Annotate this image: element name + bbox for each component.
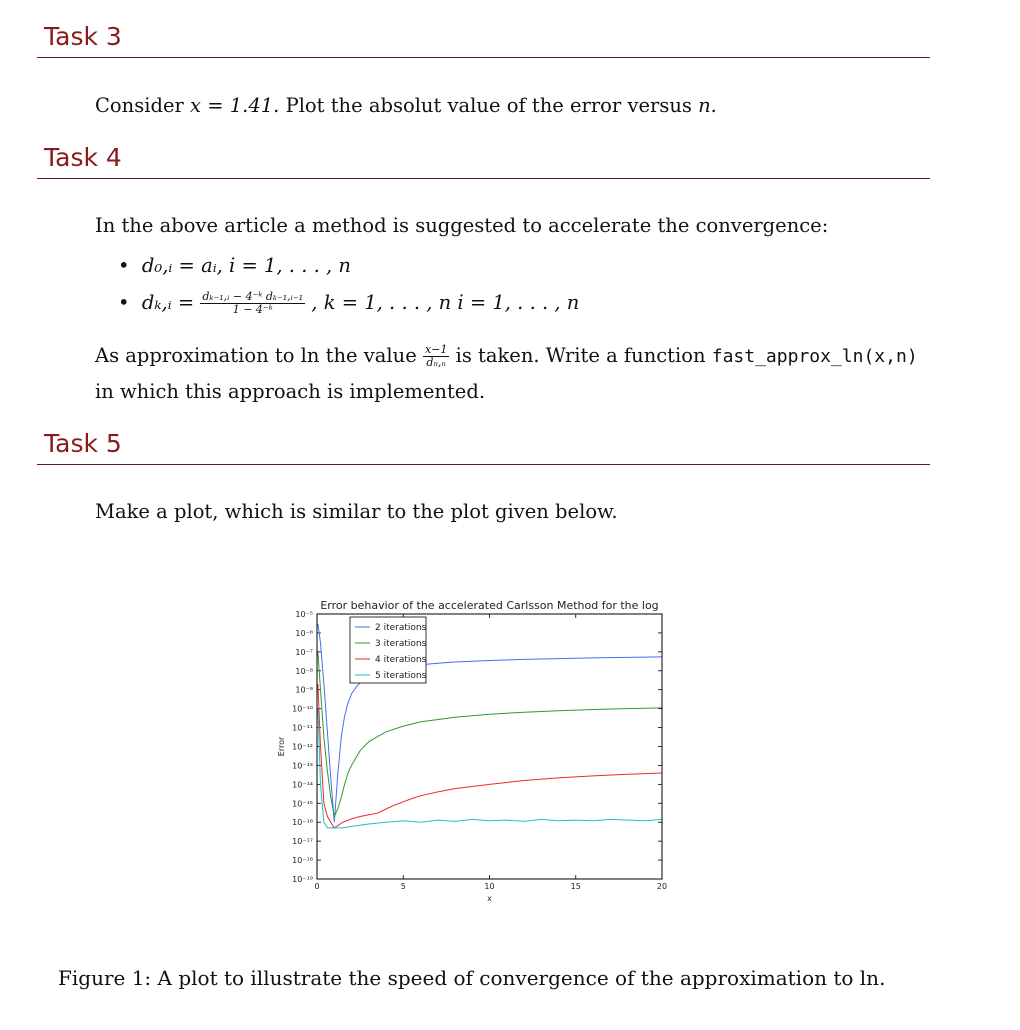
task4-line-1 — [95, 342, 918, 371]
chart-title: Error behavior of the accelerated Carlsson Method for the log — [320, 599, 659, 612]
legend-label: 3 iterations — [375, 639, 427, 649]
x-tick-label: 20 — [656, 882, 668, 891]
bullet-2-lhs: dₖ,ᵢ = — [141, 291, 195, 314]
error-chart — [270, 590, 670, 910]
series-line-4-iterations — [318, 684, 662, 828]
x-axis-label: x — [487, 894, 492, 903]
bullet-1-formula: d₀,ᵢ = aᵢ, i = 1, . . . , n — [141, 254, 351, 277]
legend-label: 2 iterations — [375, 623, 427, 633]
x-tick-label: 0 — [314, 882, 320, 891]
y-tick-label: 10⁻¹¹ — [292, 723, 313, 733]
y-tick-label: 10⁻¹⁷ — [292, 837, 313, 847]
task5-text: Make a plot, which is similar to the plot given below. — [95, 500, 618, 523]
task4-intro: In the above article a method is suggested to accelerate the convergence: — [95, 214, 829, 237]
y-tick-label: 10⁻¹⁴ — [292, 780, 313, 790]
figure-caption: Figure 1: A plot to illustrate the speed of convergence of the approximation to ln. — [58, 966, 886, 990]
y-axis-label: Error — [277, 736, 286, 757]
y-tick-label: 10⁻¹⁰ — [292, 704, 313, 714]
bullet-2-fraction — [200, 291, 305, 316]
task4-code-function: fast_approx_ln(x,n) — [711, 346, 918, 367]
task4-heading: Task 4 — [44, 143, 122, 172]
task5-heading: Task 5 — [44, 429, 122, 458]
task3-math-n: n. — [698, 94, 717, 117]
task3-rule — [37, 57, 930, 58]
series-line-5-iterations — [318, 709, 662, 828]
task3-math-x: x = 1.41. — [190, 94, 280, 117]
y-tick-label: 10⁻¹⁸ — [292, 856, 313, 866]
bullet-dot-icon: • — [118, 291, 130, 314]
task4-bullet-2 — [118, 291, 579, 316]
y-tick-label: 10⁻⁹ — [295, 685, 313, 695]
task4-frac-numerator: x−1 — [424, 343, 448, 356]
y-tick-label: 10⁻⁶ — [295, 628, 313, 638]
task3-text-start: Consider — [95, 94, 184, 117]
task5-rule — [37, 464, 930, 465]
x-tick-label: 10 — [484, 882, 495, 891]
x-tick-label: 5 — [400, 882, 406, 891]
task3-text-rest: Plot the absolut value of the error versus — [285, 94, 692, 117]
task3-text — [95, 92, 717, 120]
task3-heading: Task 3 — [44, 22, 122, 51]
bullet-2-denominator: 1 − 4⁻ᵏ — [232, 303, 273, 316]
y-tick-label: 10⁻⁸ — [295, 666, 313, 676]
task4-line-2: in which this approach is implemented. — [95, 380, 486, 403]
y-tick-label: 10⁻¹⁵ — [292, 799, 313, 809]
task4-line-1-a: As approximation to ln the value — [95, 344, 417, 367]
task4-bullet-1 — [118, 254, 351, 277]
y-tick-label: 10⁻⁷ — [295, 647, 313, 657]
task4-value-fraction — [423, 344, 449, 369]
task4-frac-denominator: dₙ,ₙ — [426, 356, 446, 369]
bullet-2-rhs: , k = 1, . . . , n i = 1, . . . , n — [311, 291, 580, 314]
legend-label: 5 iterations — [375, 671, 427, 681]
task4-rule — [37, 178, 930, 179]
y-tick-label: 10⁻⁵ — [295, 610, 313, 619]
bullet-2-numerator: dₖ₋₁,ᵢ − 4⁻ᵏ dₖ₋₁,ᵢ₋₁ — [202, 290, 304, 303]
legend-label: 4 iterations — [375, 655, 427, 665]
task4-line-1-b: is taken. Write a function — [455, 344, 706, 367]
y-tick-label: 10⁻¹⁹ — [292, 875, 313, 884]
y-tick-label: 10⁻¹³ — [292, 761, 313, 771]
bullet-dot-icon: • — [118, 254, 130, 277]
x-tick-label: 15 — [570, 882, 581, 891]
y-tick-label: 10⁻¹⁶ — [292, 818, 313, 828]
y-tick-label: 10⁻¹² — [292, 742, 313, 752]
